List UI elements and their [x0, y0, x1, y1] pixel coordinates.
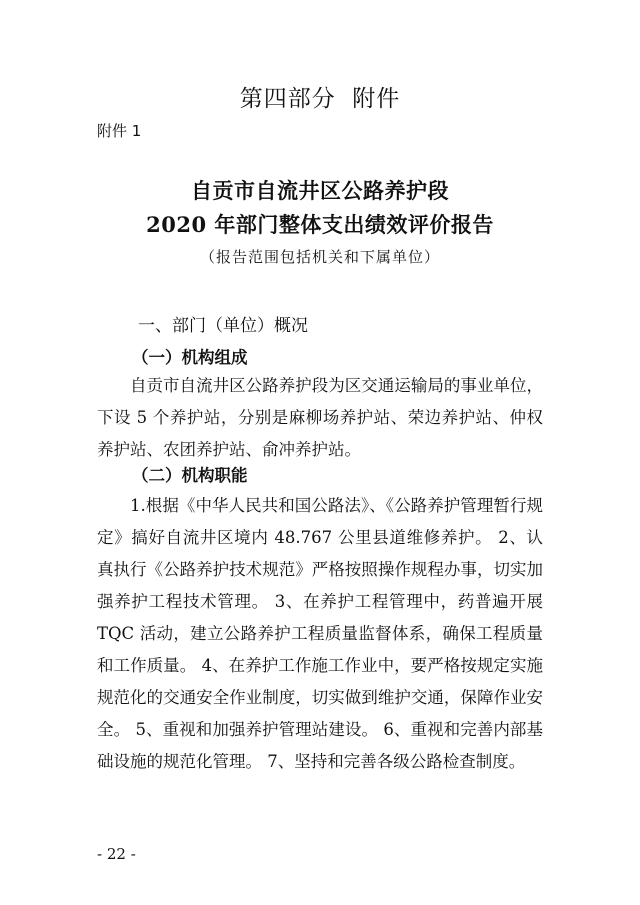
subsection-heading-functions: （二）机构职能: [132, 466, 248, 485]
report-title-line2: 2020 年部门整体支出绩效评价报告: [146, 212, 494, 237]
paragraph-functions: 1.根据《中华人民共和国公路法》、《公路养护管理暂行规定》搞好自流井区境内 48.767 公里县道维修养护。 2、认真执行《公路养护技术规范》严格按照操作规程办事，切实加强养护工程技术管理。 3、在养护工程管理中，药普遍开展 TQC 活动，建立公路养护工程质量监督体系，确保工程质量和工作质量。 4、在养护工作施工作业中，要严格按规定实施规范化的交通安全作业制度，切实做到维护交通，保障作业安全。 5、重视和加强养护管理站建设。 6、重视和完善内部基础设施的规范化管理。 7、坚持和完善各级公路检查制度。: [97, 496, 543, 771]
report-scope: （报告范围包括机关和下属单位）: [199, 248, 440, 266]
page-number: - 22 -: [97, 845, 136, 863]
part-title: 第四部分 附件: [239, 86, 401, 112]
paragraph-organization: 自贡市自流井区公路养护段为区交通运输局的事业单位，下设 5 个养护站，分别是麻柳场养护站、荣边养护站、仲权养护站、农团养护站、俞冲养护站。: [97, 376, 543, 459]
report-title-line1: 自贡市自流井区公路养护段: [191, 178, 449, 203]
section-heading-overview: 一、部门（单位）概况: [138, 316, 308, 336]
subsection-heading-organization: （一）机构组成: [132, 348, 248, 367]
attachment-label: 附件 1: [97, 122, 142, 140]
